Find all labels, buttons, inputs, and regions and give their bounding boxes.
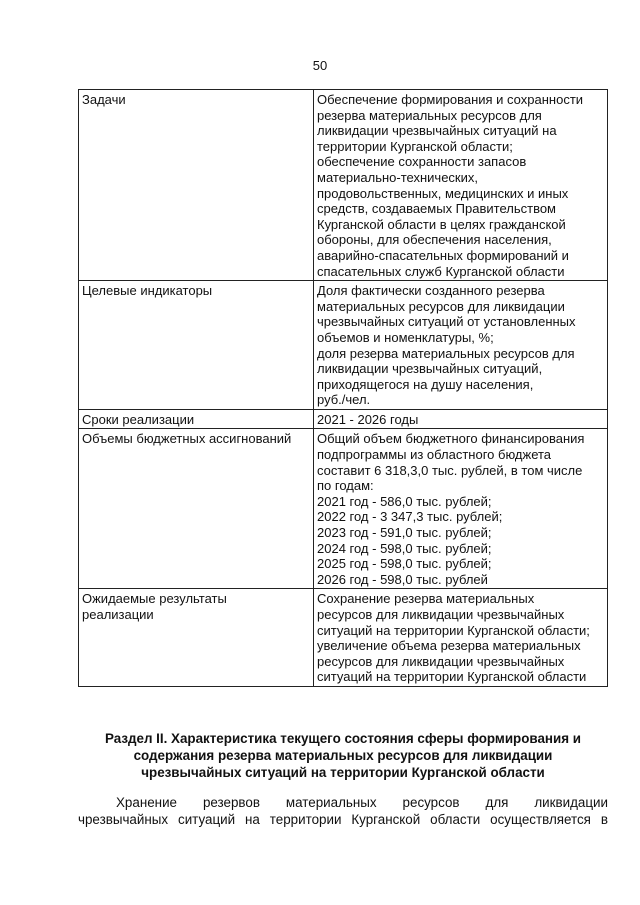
row-value-line: Обеспечение формирования и сохранности — [317, 92, 584, 107]
row-value-line: обеспечение сохранности запасов — [317, 154, 527, 170]
paragraph-word: области — [430, 812, 481, 827]
row-value-line: ликвидации чрезвычайных ситуаций, — [317, 361, 543, 377]
row-value-line: средств, создаваемых Правительством — [317, 201, 556, 217]
heading-line: содержания резерва материальных ресурсов для ликвидации — [133, 748, 553, 763]
row-label-line: Задачи — [82, 92, 126, 107]
table-row — [79, 429, 608, 589]
row-value-line: территории Курганской области; — [317, 138, 513, 154]
row-value-line: ситуаций на территории Курганской области; — [317, 622, 590, 638]
row-label-cell — [79, 409, 314, 429]
row-value-line: продовольственных, медицинских и иных — [317, 185, 569, 201]
row-value-line: Курганской области в целях гражданской — [317, 216, 566, 232]
paragraph-word: территории — [269, 812, 342, 827]
row-value-line: по годам: — [317, 478, 374, 494]
row-label-cell — [79, 429, 314, 589]
heading-line: Раздел II. Характеристика текущего состояния сферы формирования и — [104, 731, 582, 746]
paragraph-word: ситуаций — [178, 812, 236, 827]
paragraph-line — [78, 794, 608, 811]
row-value-line: материальных ресурсов для ликвидации — [317, 298, 565, 314]
row-label-cell — [79, 90, 314, 281]
page-number: 50 — [312, 58, 328, 73]
row-value-cell — [314, 589, 608, 687]
row-value-line: спасательных служб Курганской области — [317, 263, 565, 279]
row-value-cell — [314, 90, 608, 281]
row-value-line: составит 6 318,3,0 тыс. рублей, в том числе — [317, 462, 583, 478]
row-label-line: Целевые индикаторы — [82, 283, 213, 299]
row-value-line: Сохранение резерва материальных — [317, 591, 535, 607]
row-value-cell — [314, 281, 608, 410]
row-value-line: Доля фактически созданного резерва — [317, 283, 545, 299]
row-value-line: Общий объем бюджетного финансирования — [317, 431, 585, 447]
paragraph-line — [78, 811, 608, 828]
row-value-line: доля резерва материальных ресурсов для — [317, 345, 575, 361]
paragraph-word: Хранение — [116, 795, 177, 810]
row-value-line: ресурсов для ликвидации чрезвычайных — [317, 653, 565, 669]
paragraph-word: в — [600, 812, 608, 827]
row-value-cell — [314, 429, 608, 589]
row-label-line: реализации — [82, 607, 154, 622]
row-label-cell — [79, 281, 314, 410]
row-value-line: приходящегося на душу населения, — [317, 376, 534, 392]
paragraph-word: ликвидации — [534, 795, 608, 810]
heading-line: чрезвычайных ситуаций на территории Курганской области — [141, 765, 545, 780]
row-value-line: 2023 год - 591,0 тыс. рублей; — [317, 525, 492, 541]
row-value-line: объемов и номенклатуры, %; — [317, 329, 494, 345]
row-label-line: Сроки реализации — [82, 411, 195, 427]
paragraph-word: для — [485, 795, 509, 810]
body-paragraph — [78, 794, 608, 828]
row-value-line: ситуаций на территории Курганской области — [317, 669, 587, 685]
paragraph-word: на — [245, 812, 260, 827]
row-label-line: Объемы бюджетных ассигнований — [82, 431, 292, 447]
row-value-line: 2021 год - 586,0 тыс. рублей; — [317, 493, 492, 509]
row-value-line: аварийно-спасательных формирований и — [317, 247, 569, 263]
table-row — [79, 90, 608, 281]
row-value-line: 2021 - 2026 годы — [317, 411, 419, 427]
row-value-line: 2024 год - 598,0 тыс. рублей; — [317, 540, 492, 556]
paragraph-word: осуществляется — [490, 812, 591, 827]
paragraph-word: чрезвычайных — [78, 812, 169, 827]
row-value-line: ресурсов для ликвидации чрезвычайных — [317, 607, 565, 622]
subprogram-passport-table — [78, 89, 608, 687]
table-row — [79, 281, 608, 410]
row-value-line: подпрограммы из областного бюджета — [317, 447, 552, 463]
section-heading — [78, 730, 608, 781]
paragraph-word: материальных — [285, 795, 377, 810]
row-value-line: руб./чел. — [317, 392, 371, 408]
table-row — [79, 409, 608, 429]
row-value-line: чрезвычайных ситуаций от установленных — [317, 314, 576, 330]
row-label-cell — [79, 589, 314, 687]
paragraph-word: резервов — [202, 795, 260, 810]
row-value-line: обороны, для обеспечения населения, — [317, 232, 552, 248]
row-value-line: 2025 год - 598,0 тыс. рублей; — [317, 556, 492, 572]
row-value-line: материально-технических, — [317, 169, 478, 185]
table-row — [79, 589, 608, 687]
paragraph-word: Курганской — [351, 812, 421, 827]
paragraph-word: ресурсов — [402, 795, 460, 810]
row-value-line: резерва материальных ресурсов для — [317, 107, 542, 123]
row-value-line: 2022 год - 3 347,3 тыс. рублей; — [317, 509, 503, 525]
row-value-line: ликвидации чрезвычайных ситуаций на — [317, 123, 557, 139]
row-label-line: Ожидаемые результаты — [82, 591, 227, 607]
row-value-line: увеличение объема резерва материальных — [317, 638, 581, 654]
row-value-cell — [314, 409, 608, 429]
row-value-line: 2026 год - 598,0 тыс. рублей — [317, 571, 488, 587]
